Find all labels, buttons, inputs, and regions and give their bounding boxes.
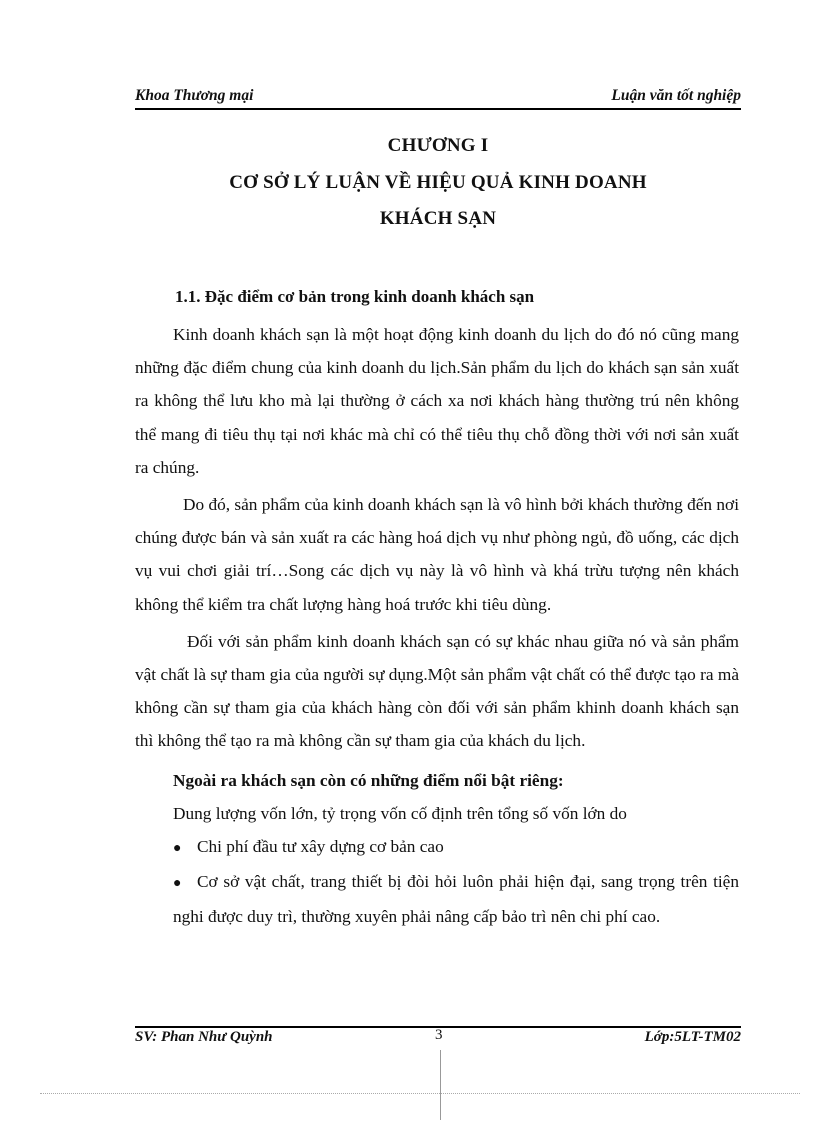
page-number: 3	[435, 1027, 443, 1043]
header-document-type: Luận văn tốt nghiệp	[611, 87, 741, 104]
chapter-title-line1: CƠ SỞ LÝ LUẬN VỀ HIỆU QUẢ KINH DOANH	[229, 172, 647, 193]
paragraph-highlight: Ngoài ra khách sạn còn có những điểm nổi bật riêng:	[173, 770, 564, 790]
bullet-icon: ●	[173, 876, 182, 892]
header-divider	[135, 108, 741, 110]
paragraph-3: Đối với sản phẩm kinh doanh khách sạn có sự khác nhau giữa nó và sản phẩm vật chất là sự tham gia của người sự dụng.Một sản phẩm vật chất có thể được tạo ra mà không cần sự tham gia của khách hàng còn đối với sản phẩm khinh doanh khách sạn thì không thể tạo ra mà không cần sự tham gia của khách du lịch.	[135, 631, 739, 751]
paragraph-capital: Dung lượng vốn lớn, tỷ trọng vốn cố định trên tổng số vốn lớn do	[173, 803, 627, 823]
bullet-icon: ●	[173, 841, 182, 857]
bullet-text-1: Chi phí đầu tư xây dựng cơ bản cao	[197, 837, 444, 857]
header-faculty: Khoa Thương mại	[135, 87, 254, 104]
footer-class: Lớp:5LT-TM02	[644, 1029, 741, 1045]
paragraph-2: Do đó, sản phẩm của kinh doanh khách sạn là vô hình bởi khách thường đến nơi chúng được bán và sản xuất ra các hàng hoá dịch vụ như phòng ngủ, đồ uống, các dịch vụ vui chơi giải trí…Song các dịch vụ này là vô hình và khá trừu tượng nên khách không thể kiểm tra chất lượng hàng hoá trước khi tiêu dùng.	[135, 495, 739, 614]
chapter-title-line2: KHÁCH SẠN	[379, 208, 497, 229]
footer-student: SV: Phan Như Quỳnh	[135, 1029, 273, 1045]
bullet-item-1	[135, 830, 739, 865]
page-header	[135, 83, 741, 105]
bullet-item-2	[135, 865, 739, 933]
section-heading: 1.1. Đặc điểm cơ bản trong kinh doanh khách sạn	[175, 287, 535, 306]
body-text	[135, 318, 739, 934]
paragraph-1: Kinh doanh khách sạn là một hoạt động kinh doanh du lịch do đó nó cũng mang những đặc điểm chung của kinh doanh du lịch.Sản phẩm du lịch do khách sạn sản xuất ra không thể lưu kho mà lại thường ở cách xa nơi khách hàng thường trú nên không thể mang đi tiêu thụ tại nơi khác mà chỉ có thể tiêu thụ chỗ đồng thời với nơi sản xuất ra chúng.	[135, 325, 739, 477]
page-edge-mark	[440, 1050, 441, 1120]
chapter-number: CHƯƠNG I	[387, 135, 489, 156]
page-bottom-dotted-line	[40, 1093, 800, 1094]
page-footer	[135, 1029, 741, 1049]
bullet-text-2: Cơ sở vật chất, trang thiết bị đòi hỏi luôn phải hiện đại, sang trọng trên tiện nghi được duy trì, thường xuyên phải nâng cấp bảo trì nên chi phí cao.	[173, 872, 739, 927]
